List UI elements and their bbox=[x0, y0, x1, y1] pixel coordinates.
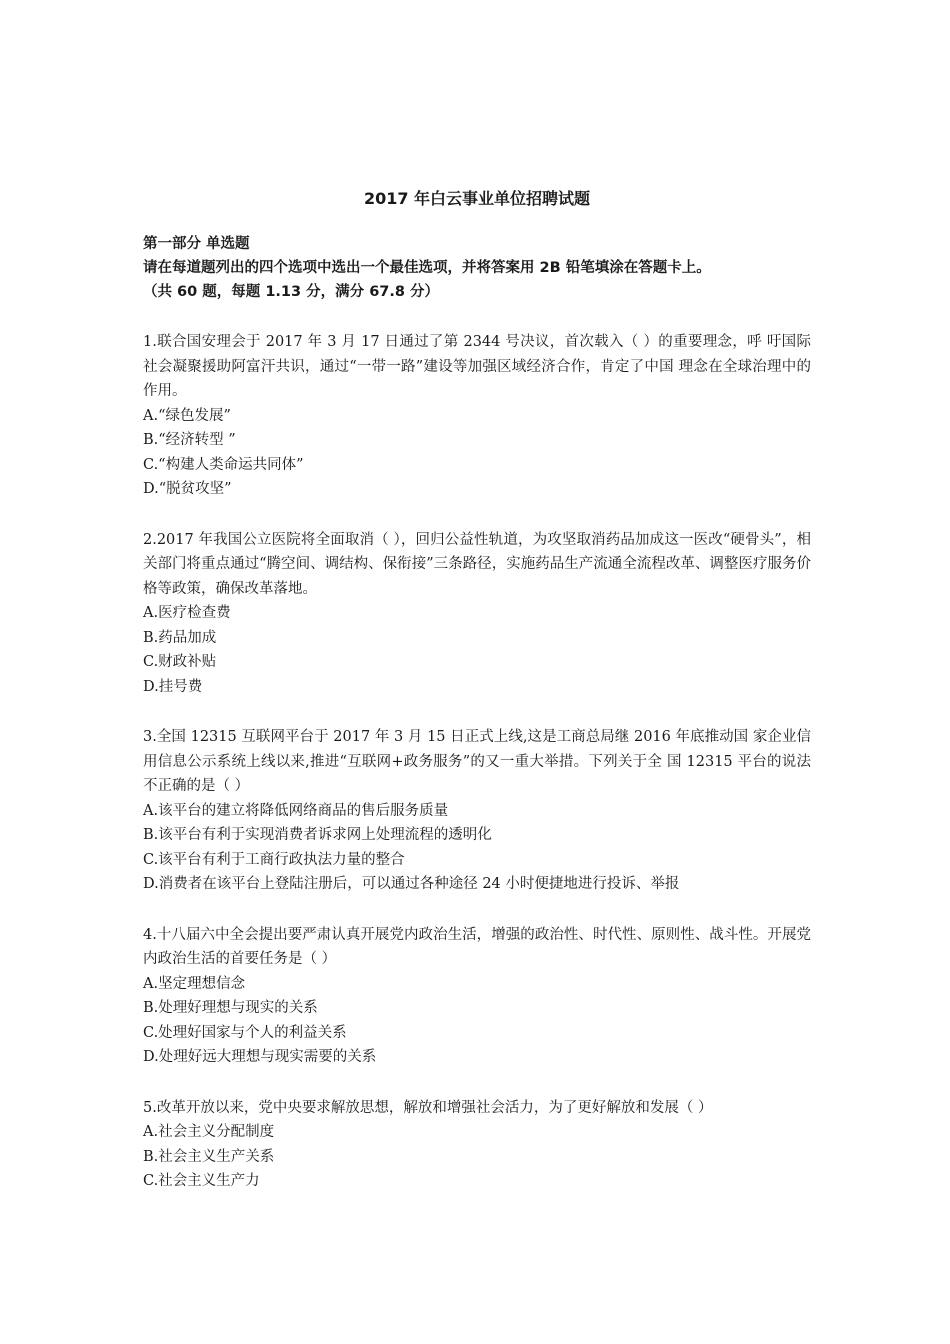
document-title: 2017 年白云事业单位招聘试题 bbox=[363, 189, 591, 208]
question-text: 5.改革开放以来，党中央要求解放思想，解放和增强社会活力，为了更好解放和发展（ ） bbox=[143, 1099, 713, 1116]
option-b: B.药品加成 bbox=[143, 629, 217, 646]
option-c: C.社会主义生产力 bbox=[143, 1173, 260, 1189]
option-a: A.坚定理想信念 bbox=[143, 975, 246, 992]
option-list bbox=[143, 1120, 811, 1194]
question-text: 2.2017 年我国公立医院将全面取消（ ），回归公益性轨道，为攻坚取消药品加成这一医改“硬骨头”，相关部门将重点通过“腾空间、调结构、保衔接”三条路径，实施药品生产流通全流程改革、调整医疗服务价格等政策，确保改革落地。 bbox=[143, 531, 811, 597]
option-a: A.医疗检查费 bbox=[143, 605, 231, 621]
section-header bbox=[143, 232, 811, 304]
option-list bbox=[143, 404, 811, 502]
option-list bbox=[143, 799, 811, 897]
option-c: C.“构建人类命运共同体” bbox=[143, 456, 304, 473]
option-b: B.“经济转型 ” bbox=[143, 432, 236, 448]
option-b: B.社会主义生产关系 bbox=[143, 1148, 275, 1165]
option-c: C.财政补贴 bbox=[143, 654, 217, 670]
section-instruction: 请在每道题列出的四个选项中选出一个最佳选项，并将答案用 2B 铅笔填涂在答题卡上。 bbox=[143, 260, 711, 276]
question-text: 3.全国 12315 互联网平台于 2017 年 3 月 15 日正式上线,这是工商总局继 2016 年底推动国 家企业信用信息公示系统上线以来,推进“互联网+政务服务”的又一重大举措。下列关于全 国 12315 平台的说法不正确的是（ ） bbox=[143, 729, 811, 794]
option-a: A.社会主义分配制度 bbox=[143, 1124, 275, 1140]
option-d: D.消费者在该平台上登陆注册后，可以通过各种途径 24 小时便捷地进行投诉、举报 bbox=[143, 876, 680, 892]
option-d: D.“脱贫攻坚” bbox=[143, 481, 232, 497]
option-b: B.处理好理想与现实的关系 bbox=[143, 1000, 318, 1016]
question-2 bbox=[143, 528, 811, 700]
question-5 bbox=[143, 1096, 811, 1194]
question-1 bbox=[143, 330, 811, 502]
question-3 bbox=[143, 725, 811, 897]
question-text: 4.十八届六中全会提出要严肃认真开展党内政治生活，增强的政治性、时代性、原则性、战斗性。开展党内政治生活的首要任务是（ ） bbox=[143, 926, 811, 967]
question-4 bbox=[143, 923, 811, 1070]
option-c: C.该平台有利于工商行政执法力量的整合 bbox=[143, 851, 405, 868]
document-page bbox=[143, 188, 811, 1194]
option-b: B.该平台有利于实现消费者诉求网上处理流程的透明化 bbox=[143, 827, 492, 843]
option-c: C.处理好国家与个人的利益关系 bbox=[143, 1024, 347, 1041]
option-a: A.“绿色发展” bbox=[143, 407, 231, 424]
option-a: A.该平台的建立将降低网络商品的售后服务质量 bbox=[143, 802, 449, 819]
question-text: 1.联合国安理会于 2017 年 3 月 17 日通过了第 2344 号决议，首次载入（ ）的重要理念，呼 吁国际社会凝聚援助阿富汗共识，通过“一带一路”建设等加强区域经济合作，肯定了中国 理念在全球治理中的作用。 bbox=[143, 334, 811, 399]
option-d: D.挂号费 bbox=[143, 678, 203, 695]
option-list bbox=[143, 972, 811, 1070]
section-heading: 第一部分 单选题 bbox=[143, 236, 250, 252]
option-list bbox=[143, 601, 811, 699]
option-d: D.处理好远大理想与现实需要的关系 bbox=[143, 1049, 377, 1065]
section-scoring: （共 60 题，每题 1.13 分，满分 67.8 分） bbox=[143, 284, 440, 300]
